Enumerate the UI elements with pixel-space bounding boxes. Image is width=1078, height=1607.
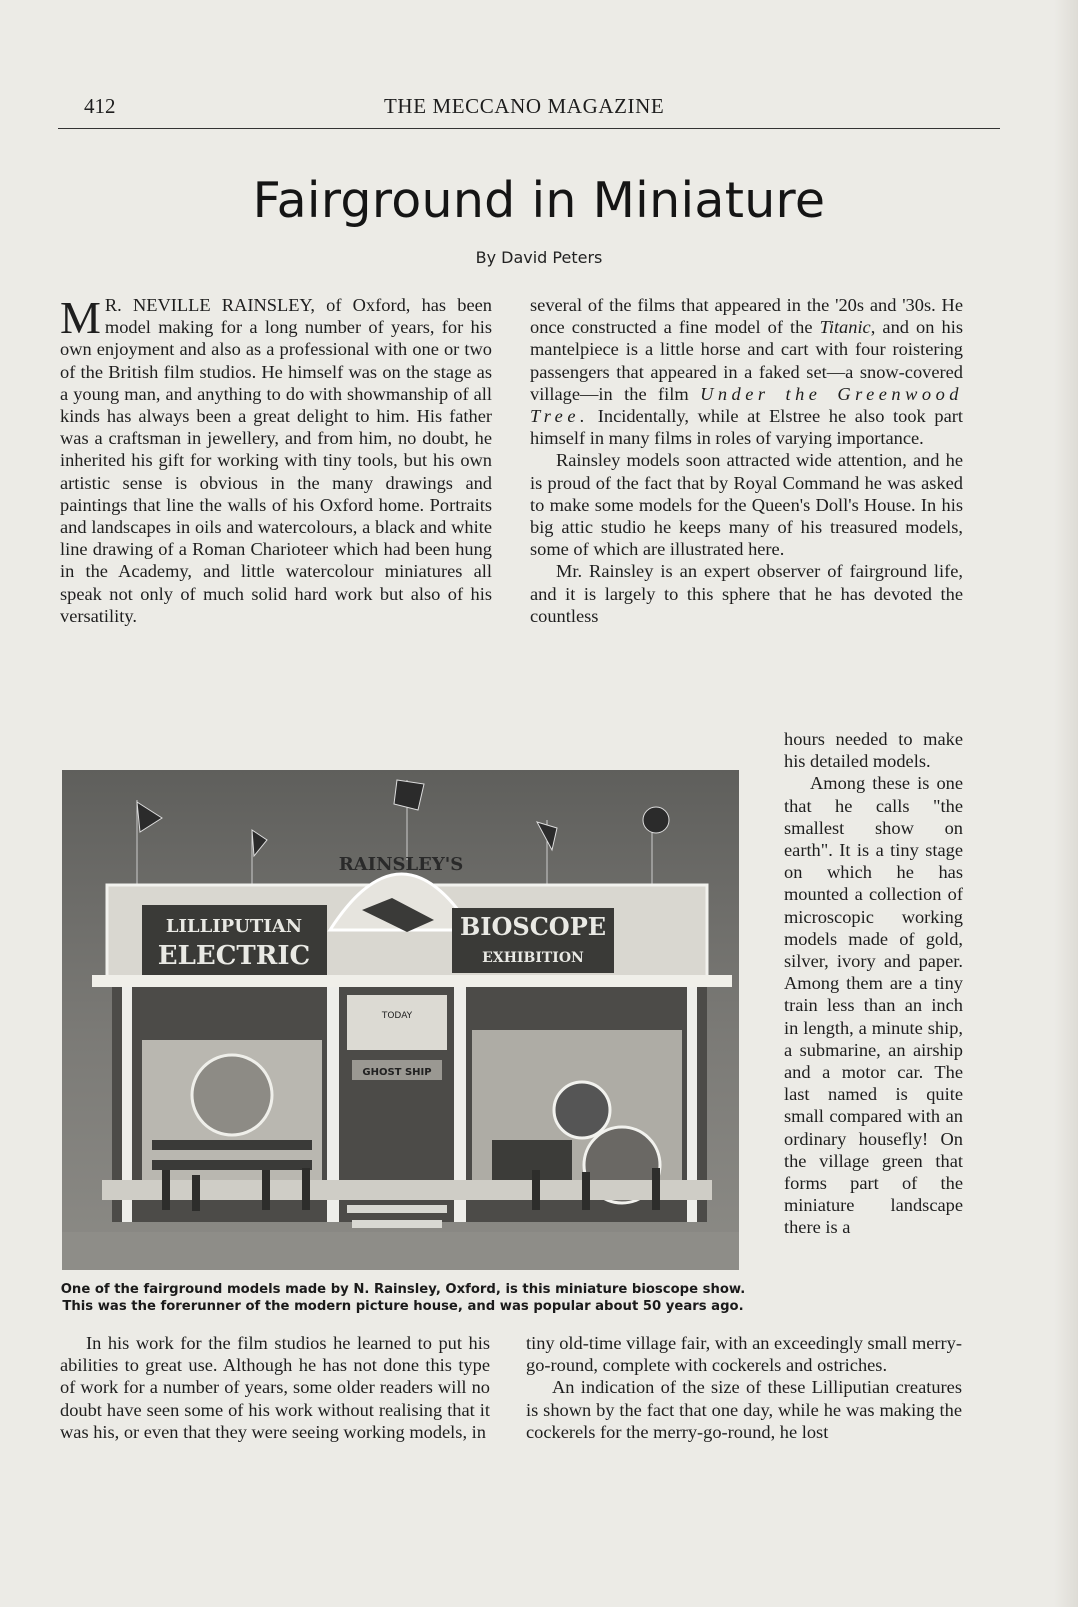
centre-board: TODAY (381, 1011, 413, 1021)
paragraph-village-fair: tiny old-time village fair, with an exceedingly small merry-go-round, complete with cockerels and ostriches. (526, 1333, 962, 1376)
centre-banner: GHOST SHIP (362, 1067, 432, 1078)
right-sign-bottom: EXHIBITION (482, 950, 584, 966)
right-sign-top: BIOSCOPE (459, 912, 607, 941)
paragraph-hours: hours needed to make his detailed models. (784, 729, 963, 772)
column-right-top (530, 294, 963, 627)
paragraph-fairground: Mr. Rainsley is an expert observer of fairground life, and it is largely to this sphere that he has devoted the countless (530, 561, 963, 626)
running-header (58, 92, 1000, 129)
films-text-c: Incidentally, while at Elstree he also took part himself in many films in roles of varying importance. (530, 406, 963, 449)
paragraph-film-studios: In his work for the film studios he learned to put his abilities to great use. Although he has not done this type of work for a number of years, some older readers will no doubt have seen some of his work without realising that it was his, or even that they were seeing working models, in (60, 1333, 490, 1442)
titanic-italic: Titanic (819, 317, 871, 338)
page-edge-shadow (1054, 0, 1078, 1607)
paragraph-intro (60, 294, 492, 627)
paragraph-smallest-show: Among these is one that he calls "the smallest show on earth". It is a tiny stage on which he has mounted a collection of microscopic working models made of gold, silver, ivory and paper. Among them are a tiny train less than an inch in length, a minute ship, a submarine, an airship and a motor car. The last named is quite small compared with an ordinary housefly! On the village green that forms part of the miniature landscape there is a (784, 773, 963, 1238)
page-number: 412 (84, 94, 116, 118)
arch-sign: RAINSLEY'S (338, 854, 464, 875)
column-left-top (60, 294, 492, 627)
column-left-bottom (60, 1332, 490, 1443)
bioscope-model-illustration (62, 770, 739, 1270)
column-side (784, 728, 963, 1239)
drop-cap: M (60, 292, 101, 343)
films-text-b: , and on his mantelpiece is a little horse and cart with four roistering passengers that appeared in a faked set—a snow-covered village—in the film (530, 317, 964, 404)
article-title: Fairground in Miniature (252, 172, 826, 229)
left-sign-top: LILLIPUTIAN (165, 916, 303, 937)
column-right-bottom (526, 1332, 962, 1443)
paragraph-lilliputian: An indication of the size of these Lilliputian creatures is shown by the fact that one day, while he was making the cockerels for the merry-go-round, he lost (526, 1377, 962, 1442)
films-text-a: several of the films that appeared in the '20s and '30s. He once constructed a fine model of the (530, 295, 963, 338)
magazine-title: THE MECCANO MAGAZINE (384, 94, 665, 118)
paragraph-royal-command: Rainsley models soon attracted wide attention, and he is proud of the fact that by Royal Command he was asked to make some models for the Queen's Doll's House. In his big attic studio he keeps many of his treasured models, some of which are illustrated here. (530, 450, 963, 560)
photo-caption: One of the fairground models made by N. Rainsley, Oxford, is this miniature bioscope show. This was the forerunner of the modern picture house, and was popular about 50 years ago. (60, 1282, 746, 1314)
article-byline: By David Peters (475, 248, 603, 267)
left-sign-bottom: ELECTRIC (157, 941, 311, 971)
bioscope-photo (62, 770, 739, 1270)
intro-text: R. NEVILLE RAINSLEY, of Oxford, has been model making for a long number of years, for his own enjoyment and also as a professional with one or two of the British film studios. He himself was on the stage as a young man, and anything to do with showmanship of all kinds has always been a great delight to him. His father was a craftsman in jewellery, and from him, no doubt, he inherited his gift for working with tiny tools, but his own artistic sense is obvious in the many drawings and paintings that line the walls of his Oxford home. Portraits and landscapes in oils and watercolours, a black and white line drawing of a Roman Charioteer which had been hung in the Academy, and little watercolour miniatures all speak not only of much solid hard work but also of his versatility. (60, 295, 492, 626)
paragraph-films (530, 294, 963, 449)
film-title-italic: Under the Greenwood Tree. (530, 383, 963, 427)
